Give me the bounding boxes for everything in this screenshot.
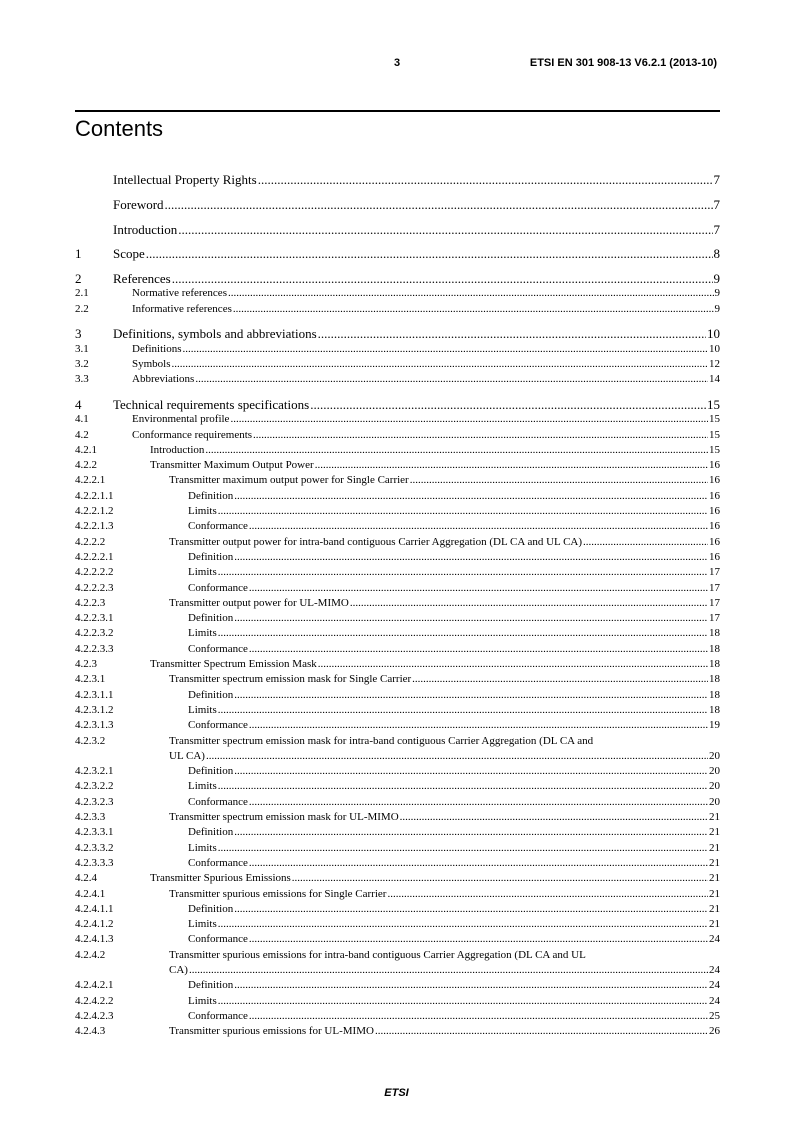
- toc-entry-title: Limits: [188, 918, 217, 931]
- toc-entry[interactable]: [75, 519, 720, 534]
- toc-entry-title: Limits: [188, 566, 217, 579]
- toc-leader-dots: [249, 932, 708, 947]
- toc-entry-number: 4.2.4.1.1: [75, 902, 114, 915]
- toc-entry-number: 3: [75, 326, 82, 342]
- toc-entry-page: 26: [709, 1025, 720, 1038]
- toc-leader-dots: [218, 565, 708, 580]
- toc-entry-number: 4.2.2.1.2: [75, 505, 114, 518]
- toc-entry-page: 15: [709, 428, 720, 441]
- toc-entry-number: 4.2.4.2.3: [75, 1009, 114, 1022]
- toc-entry-title: Transmitter Spectrum Emission Mask: [150, 658, 317, 671]
- toc-entry-title: Conformance: [188, 719, 248, 732]
- toc-entry-page: 21: [709, 811, 720, 824]
- toc-leader-dots: [249, 642, 708, 657]
- toc-entry-page: 17: [709, 596, 720, 609]
- document-reference: ETSI EN 301 908-13 V6.2.1 (2013-10): [529, 57, 717, 69]
- toc-entry-page: 24: [709, 979, 720, 992]
- toc-entry-number: 4.2.2.1.1: [75, 489, 114, 502]
- toc-leader-dots: [218, 994, 708, 1009]
- toc-entry-number: 4.1: [75, 413, 89, 426]
- toc-entry-page: 9: [714, 287, 720, 300]
- toc-leader-dots: [205, 443, 708, 458]
- toc-entry-number: 4.2.2.3.2: [75, 627, 114, 640]
- toc-entry[interactable]: [75, 357, 720, 372]
- toc-entry[interactable]: [75, 443, 720, 458]
- toc-entry-title: Foreword: [113, 197, 164, 213]
- toc-entry-title: Transmitter maximum output power for Single Carrier: [169, 474, 409, 487]
- toc-entry-number: 4.2.1: [75, 443, 97, 456]
- toc-leader-dots: [234, 611, 708, 626]
- toc-entry-title-continued: UL CA): [169, 749, 205, 762]
- toc-entry-number: 4.2.4.1.3: [75, 933, 114, 946]
- toc-entry-number: 4.2.2.1: [75, 474, 106, 487]
- footer-logo-text: ETSI: [384, 1087, 409, 1099]
- toc-leader-dots: [249, 856, 708, 871]
- toc-entry[interactable]: [75, 1009, 720, 1024]
- toc-entry-number: 4.2.2.2.1: [75, 550, 114, 563]
- toc-entry-title: Transmitter spurious emissions for UL-MIMO: [169, 1025, 374, 1038]
- toc-entry-title: Transmitter spectrum emission mask for UL-MIMO: [169, 811, 399, 824]
- toc-entry-number: 4.2.3.3.3: [75, 856, 114, 869]
- toc-entry-page: 16: [709, 459, 720, 472]
- toc-entry[interactable]: [75, 871, 720, 886]
- toc-entry[interactable]: [75, 734, 720, 765]
- toc-entry-number: 4.2.2.3.1: [75, 612, 114, 625]
- toc-entry-title: Limits: [188, 841, 217, 854]
- toc-entry[interactable]: [75, 489, 720, 504]
- toc-entry-number: 4.2.2.2: [75, 535, 106, 548]
- toc-entry-title: Definition: [188, 612, 234, 625]
- toc-entry-page: 12: [709, 358, 720, 371]
- toc-entry-page: 15: [709, 413, 720, 426]
- toc-leader-dots: [218, 626, 708, 641]
- toc-entry[interactable]: [75, 246, 720, 261]
- header-rule: [75, 110, 720, 112]
- toc-entry[interactable]: [75, 473, 720, 488]
- toc-entry[interactable]: [75, 841, 720, 856]
- toc-leader-dots: [218, 504, 708, 519]
- table-of-contents: [75, 163, 720, 1039]
- toc-entry[interactable]: [75, 902, 720, 917]
- toc-entry-number: 4.2.3.1: [75, 673, 106, 686]
- toc-entry-title: Transmitter output power for intra-band contiguous Carrier Aggregation (DL CA and UL CA): [169, 535, 583, 548]
- toc-entry[interactable]: [75, 718, 720, 733]
- toc-entry-page: 9: [714, 302, 720, 315]
- toc-entry[interactable]: [75, 222, 720, 237]
- toc-entry[interactable]: [75, 672, 720, 687]
- toc-entry[interactable]: [75, 565, 720, 580]
- toc-entry-page: 16: [709, 505, 720, 518]
- toc-entry-title: Limits: [188, 994, 217, 1007]
- toc-entry-title: Conformance: [188, 856, 248, 869]
- toc-entry-title: References: [113, 271, 171, 287]
- toc-entry[interactable]: [75, 917, 720, 932]
- toc-entry[interactable]: [75, 397, 720, 412]
- toc-entry[interactable]: [75, 856, 720, 871]
- toc-entry[interactable]: [75, 302, 720, 317]
- toc-entry-page: 10: [709, 342, 720, 355]
- toc-entry-title-continued: CA): [169, 963, 188, 976]
- toc-leader-dots: [292, 871, 708, 886]
- toc-entry[interactable]: [75, 764, 720, 779]
- toc-entry[interactable]: [75, 197, 720, 212]
- toc-entry-title: Intellectual Property Rights: [113, 172, 257, 188]
- toc-entry-number: 4.2.4.3: [75, 1025, 106, 1038]
- toc-entry-title: Definition: [188, 826, 234, 839]
- toc-entry-page: 7: [713, 172, 720, 188]
- toc-entry-page: 15: [709, 443, 720, 456]
- toc-entry-number: 4.2.4.1.2: [75, 918, 114, 931]
- toc-entry-title: Environmental profile: [132, 413, 230, 426]
- toc-entry-page: 18: [709, 658, 720, 671]
- toc-leader-dots: [172, 271, 713, 286]
- toc-leader-dots: [350, 596, 708, 611]
- toc-entry-number: 4.2.4.2.2: [75, 994, 114, 1007]
- toc-leader-dots: [165, 197, 713, 212]
- toc-entry[interactable]: [75, 825, 720, 840]
- toc-leader-dots: [318, 326, 706, 341]
- toc-entry-page: 10: [707, 326, 720, 342]
- toc-entry-page: 25: [709, 1009, 720, 1022]
- toc-leader-dots: [195, 372, 708, 387]
- toc-entry-page: 21: [709, 918, 720, 931]
- toc-entry-number: 4.2.2: [75, 459, 97, 472]
- toc-entry[interactable]: [75, 535, 720, 550]
- toc-entry-page: 17: [709, 581, 720, 594]
- toc-entry-number: 3.1: [75, 342, 89, 355]
- toc-entry[interactable]: [75, 795, 720, 810]
- toc-leader-dots: [178, 222, 712, 237]
- toc-entry-page: 9: [713, 271, 720, 287]
- toc-entry-number: 4.2.4.1: [75, 887, 106, 900]
- toc-entry-title: Definitions: [132, 342, 182, 355]
- toc-entry-title: Transmitter Spurious Emissions: [150, 872, 291, 885]
- toc-entry-page: 24: [709, 933, 720, 946]
- toc-entry-title: Definition: [188, 979, 234, 992]
- toc-entry-title: Transmitter spurious emissions for Single Carrier: [169, 887, 387, 900]
- toc-entry-title: Abbreviations: [132, 373, 195, 386]
- toc-entry-title: Limits: [188, 627, 217, 640]
- toc-entry-number: 4.2.3.2: [75, 734, 106, 747]
- toc-entry-number: 4.2.3.1.2: [75, 703, 114, 716]
- toc-entry-number: 4.2.2.1.3: [75, 520, 114, 533]
- toc-entry[interactable]: [75, 326, 720, 341]
- toc-entry-page: 16: [709, 474, 720, 487]
- toc-leader-dots: [253, 428, 708, 443]
- toc-entry-number: 4.2.2.3: [75, 596, 106, 609]
- toc-entry-number: 4.2.2.2.2: [75, 566, 114, 579]
- toc-entry-title: Limits: [188, 505, 217, 518]
- toc-leader-dots: [230, 412, 708, 427]
- toc-entry-page: 18: [709, 673, 720, 686]
- toc-leader-dots: [249, 581, 708, 596]
- toc-entry-title: Definition: [188, 489, 234, 502]
- toc-entry-title: Transmitter spectrum emission mask for Single Carrier: [169, 673, 412, 686]
- toc-entry-page: 21: [709, 826, 720, 839]
- toc-entry[interactable]: [75, 779, 720, 794]
- toc-leader-dots: [400, 810, 708, 825]
- toc-entry-number: 4.2.3.3: [75, 811, 106, 824]
- toc-leader-dots: [258, 172, 713, 187]
- toc-entry-number: 4.2.4.2.1: [75, 979, 114, 992]
- toc-entry-title: Scope: [113, 246, 145, 262]
- toc-leader-dots: [234, 825, 708, 840]
- toc-entry-title: Definition: [188, 688, 234, 701]
- toc-entry-page: 15: [707, 397, 720, 412]
- toc-entry-page: 16: [709, 489, 720, 502]
- toc-entry[interactable]: [75, 626, 720, 641]
- toc-entry-page: 17: [709, 566, 720, 579]
- toc-entry[interactable]: [75, 286, 720, 301]
- toc-entry-title: Definitions, symbols and abbreviations: [113, 326, 317, 342]
- toc-entry[interactable]: [75, 932, 720, 947]
- toc-leader-dots: [218, 779, 708, 794]
- toc-entry-number: 4.2.3.2.2: [75, 780, 114, 793]
- toc-entry-title: Conformance: [188, 520, 248, 533]
- page-title: Contents: [75, 116, 164, 141]
- toc-entry-page: 18: [709, 627, 720, 640]
- toc-entry-title: Conformance: [188, 581, 248, 594]
- toc-entry[interactable]: [75, 688, 720, 703]
- toc-entry-title: Definition: [188, 550, 234, 563]
- toc-leader-dots: [410, 473, 708, 488]
- toc-entry-page: 20: [709, 780, 720, 793]
- toc-leader-dots: [206, 749, 708, 764]
- toc-entry-page: 21: [709, 887, 720, 900]
- toc-entry[interactable]: [75, 342, 720, 357]
- toc-entry-number: 4.2.4.2: [75, 948, 106, 961]
- toc-entry-number: 4.2.3: [75, 658, 97, 671]
- toc-entry-page: 18: [709, 642, 720, 655]
- toc-entry[interactable]: [75, 810, 720, 825]
- toc-entry-page: 18: [709, 688, 720, 701]
- toc-leader-dots: [183, 342, 709, 357]
- toc-leader-dots: [234, 902, 708, 917]
- toc-leader-dots: [375, 1024, 708, 1039]
- toc-leader-dots: [234, 978, 708, 993]
- toc-entry-page: 7: [713, 221, 720, 237]
- toc-leader-dots: [318, 657, 708, 672]
- toc-entry-title: Conformance requirements: [132, 428, 253, 441]
- toc-entry-number: 4.2.4: [75, 872, 97, 885]
- toc-entry-title: Informative references: [132, 302, 232, 315]
- toc-entry[interactable]: [75, 887, 720, 902]
- toc-leader-dots: [234, 489, 708, 504]
- toc-entry-number: 3.3: [75, 373, 89, 386]
- toc-entry[interactable]: [75, 458, 720, 473]
- toc-entry-page: 21: [709, 902, 720, 915]
- toc-entry[interactable]: [75, 948, 720, 979]
- toc-leader-dots: [387, 887, 708, 902]
- toc-entry[interactable]: [75, 1024, 720, 1039]
- toc-entry[interactable]: [75, 703, 720, 718]
- toc-entry[interactable]: [75, 504, 720, 519]
- toc-entry-title: Definition: [188, 765, 234, 778]
- toc-leader-dots: [310, 397, 706, 412]
- toc-entry-number: 4.2.3.1.3: [75, 719, 114, 732]
- toc-entry[interactable]: [75, 994, 720, 1009]
- toc-entry-page: 7: [713, 197, 720, 213]
- toc-entry-number: 2.2: [75, 302, 89, 315]
- toc-entry-number: 3.2: [75, 358, 89, 371]
- toc-leader-dots: [583, 535, 708, 550]
- toc-entry-page: 20: [709, 795, 720, 808]
- toc-entry-title: Conformance: [188, 795, 248, 808]
- toc-entry-number: 4.2.3.2.3: [75, 795, 114, 808]
- toc-leader-dots: [249, 519, 708, 534]
- toc-leader-dots: [234, 550, 708, 565]
- toc-entry-title: Limits: [188, 703, 217, 716]
- toc-entry-page: 24: [709, 963, 720, 976]
- toc-entry[interactable]: [75, 428, 720, 443]
- toc-entry-title: Technical requirements specifications: [113, 397, 310, 412]
- toc-entry-page: 19: [709, 719, 720, 732]
- toc-entry[interactable]: [75, 581, 720, 596]
- toc-leader-dots: [218, 703, 708, 718]
- toc-entry-number: 4.2: [75, 428, 89, 441]
- toc-entry-number: 4.2.3.3.2: [75, 841, 114, 854]
- toc-entry-page: 21: [709, 841, 720, 854]
- toc-entry[interactable]: [75, 657, 720, 672]
- toc-entry-title: Transmitter spectrum emission mask for intra-band contiguous Carrier Aggregation (DL CA and: [169, 734, 594, 747]
- toc-leader-dots: [189, 963, 708, 978]
- toc-leader-dots: [172, 357, 708, 372]
- toc-entry-title: Conformance: [188, 933, 248, 946]
- toc-entry[interactable]: [75, 550, 720, 565]
- toc-entry-title: Symbols: [132, 358, 171, 371]
- toc-leader-dots: [315, 458, 708, 473]
- toc-entry-page: 14: [709, 373, 720, 386]
- page-number: 3: [393, 57, 401, 69]
- toc-leader-dots: [249, 795, 708, 810]
- toc-leader-dots: [234, 764, 708, 779]
- toc-entry-title: Limits: [188, 780, 217, 793]
- toc-entry-title: Transmitter output power for UL-MIMO: [169, 596, 349, 609]
- toc-entry-number: 4.2.3.3.1: [75, 826, 114, 839]
- toc-entry-title: Conformance: [188, 1009, 248, 1022]
- toc-entry-number: 4: [75, 397, 82, 412]
- toc-leader-dots: [233, 302, 714, 317]
- toc-entry[interactable]: [75, 372, 720, 387]
- toc-entry-number: 2: [75, 271, 82, 287]
- toc-entry-page: 21: [709, 856, 720, 869]
- toc-entry-page: 8: [713, 246, 720, 262]
- toc-entry-title: Conformance: [188, 642, 248, 655]
- toc-entry-title: Normative references: [132, 287, 227, 300]
- toc-entry-page: 24: [709, 994, 720, 1007]
- toc-entry-page: 20: [709, 749, 720, 762]
- toc-leader-dots: [412, 672, 708, 687]
- toc-entry[interactable]: [75, 596, 720, 611]
- toc-entry-page: 16: [709, 520, 720, 533]
- toc-entry-number: 4.2.3.2.1: [75, 765, 114, 778]
- toc-entry-number: 4.2.2.2.3: [75, 581, 114, 594]
- toc-entry[interactable]: [75, 412, 720, 427]
- toc-entry-page: 17: [709, 612, 720, 625]
- toc-leader-dots: [228, 286, 714, 301]
- toc-entry-page: 18: [709, 703, 720, 716]
- toc-entry-page: 16: [709, 550, 720, 563]
- toc-leader-dots: [218, 917, 708, 932]
- toc-entry-number: 1: [75, 246, 82, 262]
- toc-entry[interactable]: [75, 271, 720, 286]
- toc-entry-number: 4.2.2.3.3: [75, 642, 114, 655]
- toc-entry-title: Introduction: [150, 443, 205, 456]
- toc-entry[interactable]: [75, 978, 720, 993]
- toc-entry[interactable]: [75, 172, 720, 187]
- toc-entry-title: Transmitter spurious emissions for intra-band contiguous Carrier Aggregation (DL CA and UL: [169, 948, 586, 961]
- toc-entry[interactable]: [75, 642, 720, 657]
- toc-leader-dots: [146, 246, 713, 261]
- toc-entry-number: 4.2.3.1.1: [75, 688, 114, 701]
- toc-leader-dots: [234, 688, 708, 703]
- toc-entry-number: 2.1: [75, 287, 89, 300]
- toc-leader-dots: [249, 1009, 708, 1024]
- toc-entry-title: Transmitter Maximum Output Power: [150, 459, 314, 472]
- toc-leader-dots: [249, 718, 708, 733]
- toc-entry-page: 20: [709, 765, 720, 778]
- toc-entry-page: 21: [709, 872, 720, 885]
- toc-entry-page: 16: [709, 535, 720, 548]
- toc-entry[interactable]: [75, 611, 720, 626]
- toc-leader-dots: [218, 841, 708, 856]
- toc-entry-title: Introduction: [113, 221, 178, 237]
- toc-entry-title: Definition: [188, 902, 234, 915]
